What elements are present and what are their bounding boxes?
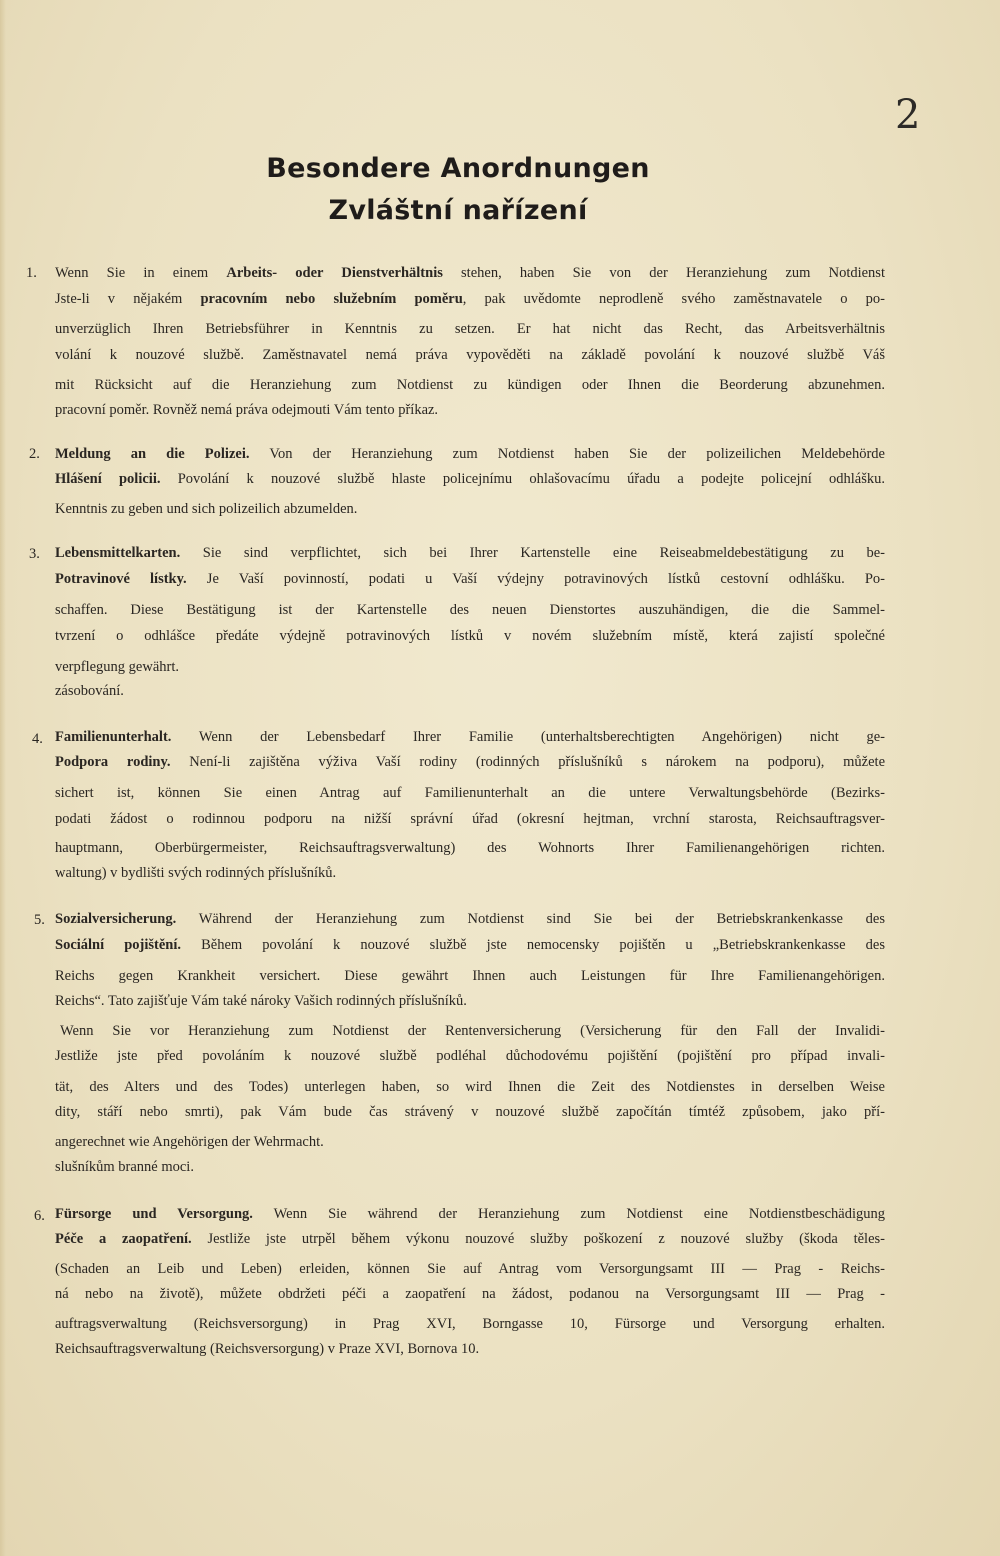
text-line: verpflegung gewährt. bbox=[55, 659, 180, 675]
text-line: auftragsverwaltung (Reichsversorgung) in Prag XVI, Borngasse 10, Fürsorge und Versorgung erhalten. bbox=[55, 1316, 885, 1332]
paper-edge-left bbox=[0, 0, 6, 1556]
text-line: hauptmann, Oberbürgermeister, Reichsauftragsverwaltung) des Wohnorts Ihrer Familienangehörigen richten. bbox=[55, 840, 885, 856]
text-line: Fürsorge und Versorgung. Wenn Sie während der Heranziehung zum Notdienst eine Notdienstbeschädigung bbox=[55, 1206, 885, 1222]
text-line: Kenntnis zu geben und sich polizeilich abzumelden. bbox=[55, 501, 358, 517]
text-line: podati žádost o rodinnou podporu na nižší správní úřad (okresní hejtman, vrchní starosta, Reichsauftragsver- bbox=[55, 811, 885, 827]
section-number: 6. bbox=[34, 1208, 45, 1224]
text-line: slušníkům branné moci. bbox=[55, 1159, 194, 1175]
text-line: angerechnet wie Angehörigen der Wehrmacht. bbox=[55, 1134, 324, 1150]
text-line: Jestliže jste před povoláním k nouzové službě podléhal důchodovému pojištění (pojištění pro případ invali- bbox=[55, 1048, 885, 1064]
text-line: Lebensmittelkarten. Sie sind verpflichtet, sich bei Ihrer Kartenstelle eine Reiseabmeldebestätigung zu be- bbox=[55, 545, 885, 561]
page-number: 2 bbox=[895, 92, 921, 138]
text-line: Péče a zaopatření. Jestliže jste utrpěl během výkonu nouzové služby poškození z nouzové služby (škoda těles- bbox=[55, 1231, 885, 1247]
section-number: 5. bbox=[34, 912, 45, 928]
text-line: schaffen. Diese Bestätigung ist der Kartenstelle des neuen Dienstortes auszuhändigen, die die Sammel- bbox=[55, 602, 885, 618]
text-line: Reichs gegen Krankheit versichert. Diese gewährt Ihnen auch Leistungen für Ihre Familienangehörigen. bbox=[55, 968, 885, 984]
text-line: Sociální pojištění. Během povolání k nouzové službě jste nemocensky pojištěn u „Betriebskrankenkasse des bbox=[55, 937, 886, 953]
text-line: volání k nouzové službě. Zaměstnavatel nemá práva vypověděti na základě povolání k nouzové službě Váš bbox=[55, 347, 885, 363]
text-line: Wenn Sie in einem Arbeits- oder Dienstverhältnis stehen, haben Sie von der Heranziehung zum Notdienst bbox=[55, 265, 885, 281]
section-number: 1. bbox=[26, 265, 37, 281]
text-line: ná nebo na životě), můžete obdržeti péči a zaopatření na žádost, podanou na Versorgungsamt III — Prag - bbox=[55, 1286, 885, 1302]
text-line: Wenn Sie vor Heranziehung zum Notdienst der Rentenversicherung (Versicherung für den Fall der Invalidi- bbox=[60, 1023, 885, 1039]
text-line: Sozialversicherung. Während der Heranziehung zum Notdienst sind Sie bei der Betriebskrankenkasse des bbox=[55, 911, 885, 927]
text-line: unverzüglich Ihren Betriebsführer in Kenntnis zu setzen. Er hat nicht das Recht, das Arbeitsverhältnis bbox=[55, 321, 885, 337]
text-line: Podpora rodiny. Není-li zajištěna výživa Vaší rodiny (rodinných příslušníků s nárokem na podporu), můžete bbox=[55, 754, 886, 770]
title-czech: Zvláštní nařízení bbox=[328, 195, 588, 226]
text-line: Reichs“. Tato zajišťuje Vám také nároky Vašich rodinných příslušníků. bbox=[55, 993, 467, 1009]
text-line: zásobování. bbox=[55, 683, 124, 699]
text-line: (Schaden an Leib und Leben) erleiden, können Sie auf Antrag vom Versorgungsamt III — Prag - Reichs- bbox=[55, 1261, 885, 1277]
title-german: Besondere Anordnungen bbox=[266, 153, 650, 184]
text-line: dity, stáří nebo smrti), pak Vám bude čas strávený v nouzové službě započítán tímtéž způsobem, jako pří- bbox=[55, 1104, 885, 1120]
text-line: pracovní poměr. Rovněž nemá práva odejmouti Vám tento příkaz. bbox=[55, 402, 439, 418]
text-line: sichert ist, können Sie einen Antrag auf Familienunterhalt an die untere Verwaltungsbehörde (Bezirks- bbox=[55, 785, 885, 801]
text-line: mit Rücksicht auf die Heranziehung zum Notdienst zu kündigen oder Ihnen die Beorderung abzunehmen. bbox=[55, 377, 885, 393]
text-line: Hlášení policii. Povolání k nouzové službě hlaste policejnímu ohlašovacímu úřadu a podejte policejní odhlášku. bbox=[55, 471, 885, 487]
text-line: Potravinové lístky. Je Vaší povinností, podati u Vaší výdejny potravinových lístků cestovní odhlášku. Po- bbox=[55, 571, 885, 587]
section-number: 2. bbox=[29, 446, 40, 462]
text-line: Familienunterhalt. Wenn der Lebensbedarf Ihrer Familie (unterhaltsberechtigten Angehörigen) nicht ge- bbox=[55, 729, 885, 745]
text-line: Meldung an die Polizei. Von der Heranziehung zum Notdienst haben Sie der polizeilichen Meldebehörde bbox=[55, 446, 885, 462]
text-line: tvrzení o odhlášce předáte výdejně potravinových lístků v novém služebním místě, která zajistí společné bbox=[55, 628, 885, 644]
section-number: 4. bbox=[32, 731, 43, 747]
section-number: 3. bbox=[29, 546, 40, 562]
text-line: Jste-li v nějakém pracovním nebo služebním poměru, pak uvědomte neprodleně svého zaměstnavatele o po- bbox=[55, 291, 885, 307]
text-line: Reichsauftragsverwaltung (Reichsversorgung) v Praze XVI, Bornova 10. bbox=[55, 1341, 480, 1357]
text-line: waltung) v bydlišti svých rodinných příslušníků. bbox=[55, 865, 337, 881]
text-line: tät, des Alters und des Todes) unterlegen haben, so wird Ihnen die Zeit des Notdienstes in derselben Weise bbox=[55, 1079, 885, 1095]
